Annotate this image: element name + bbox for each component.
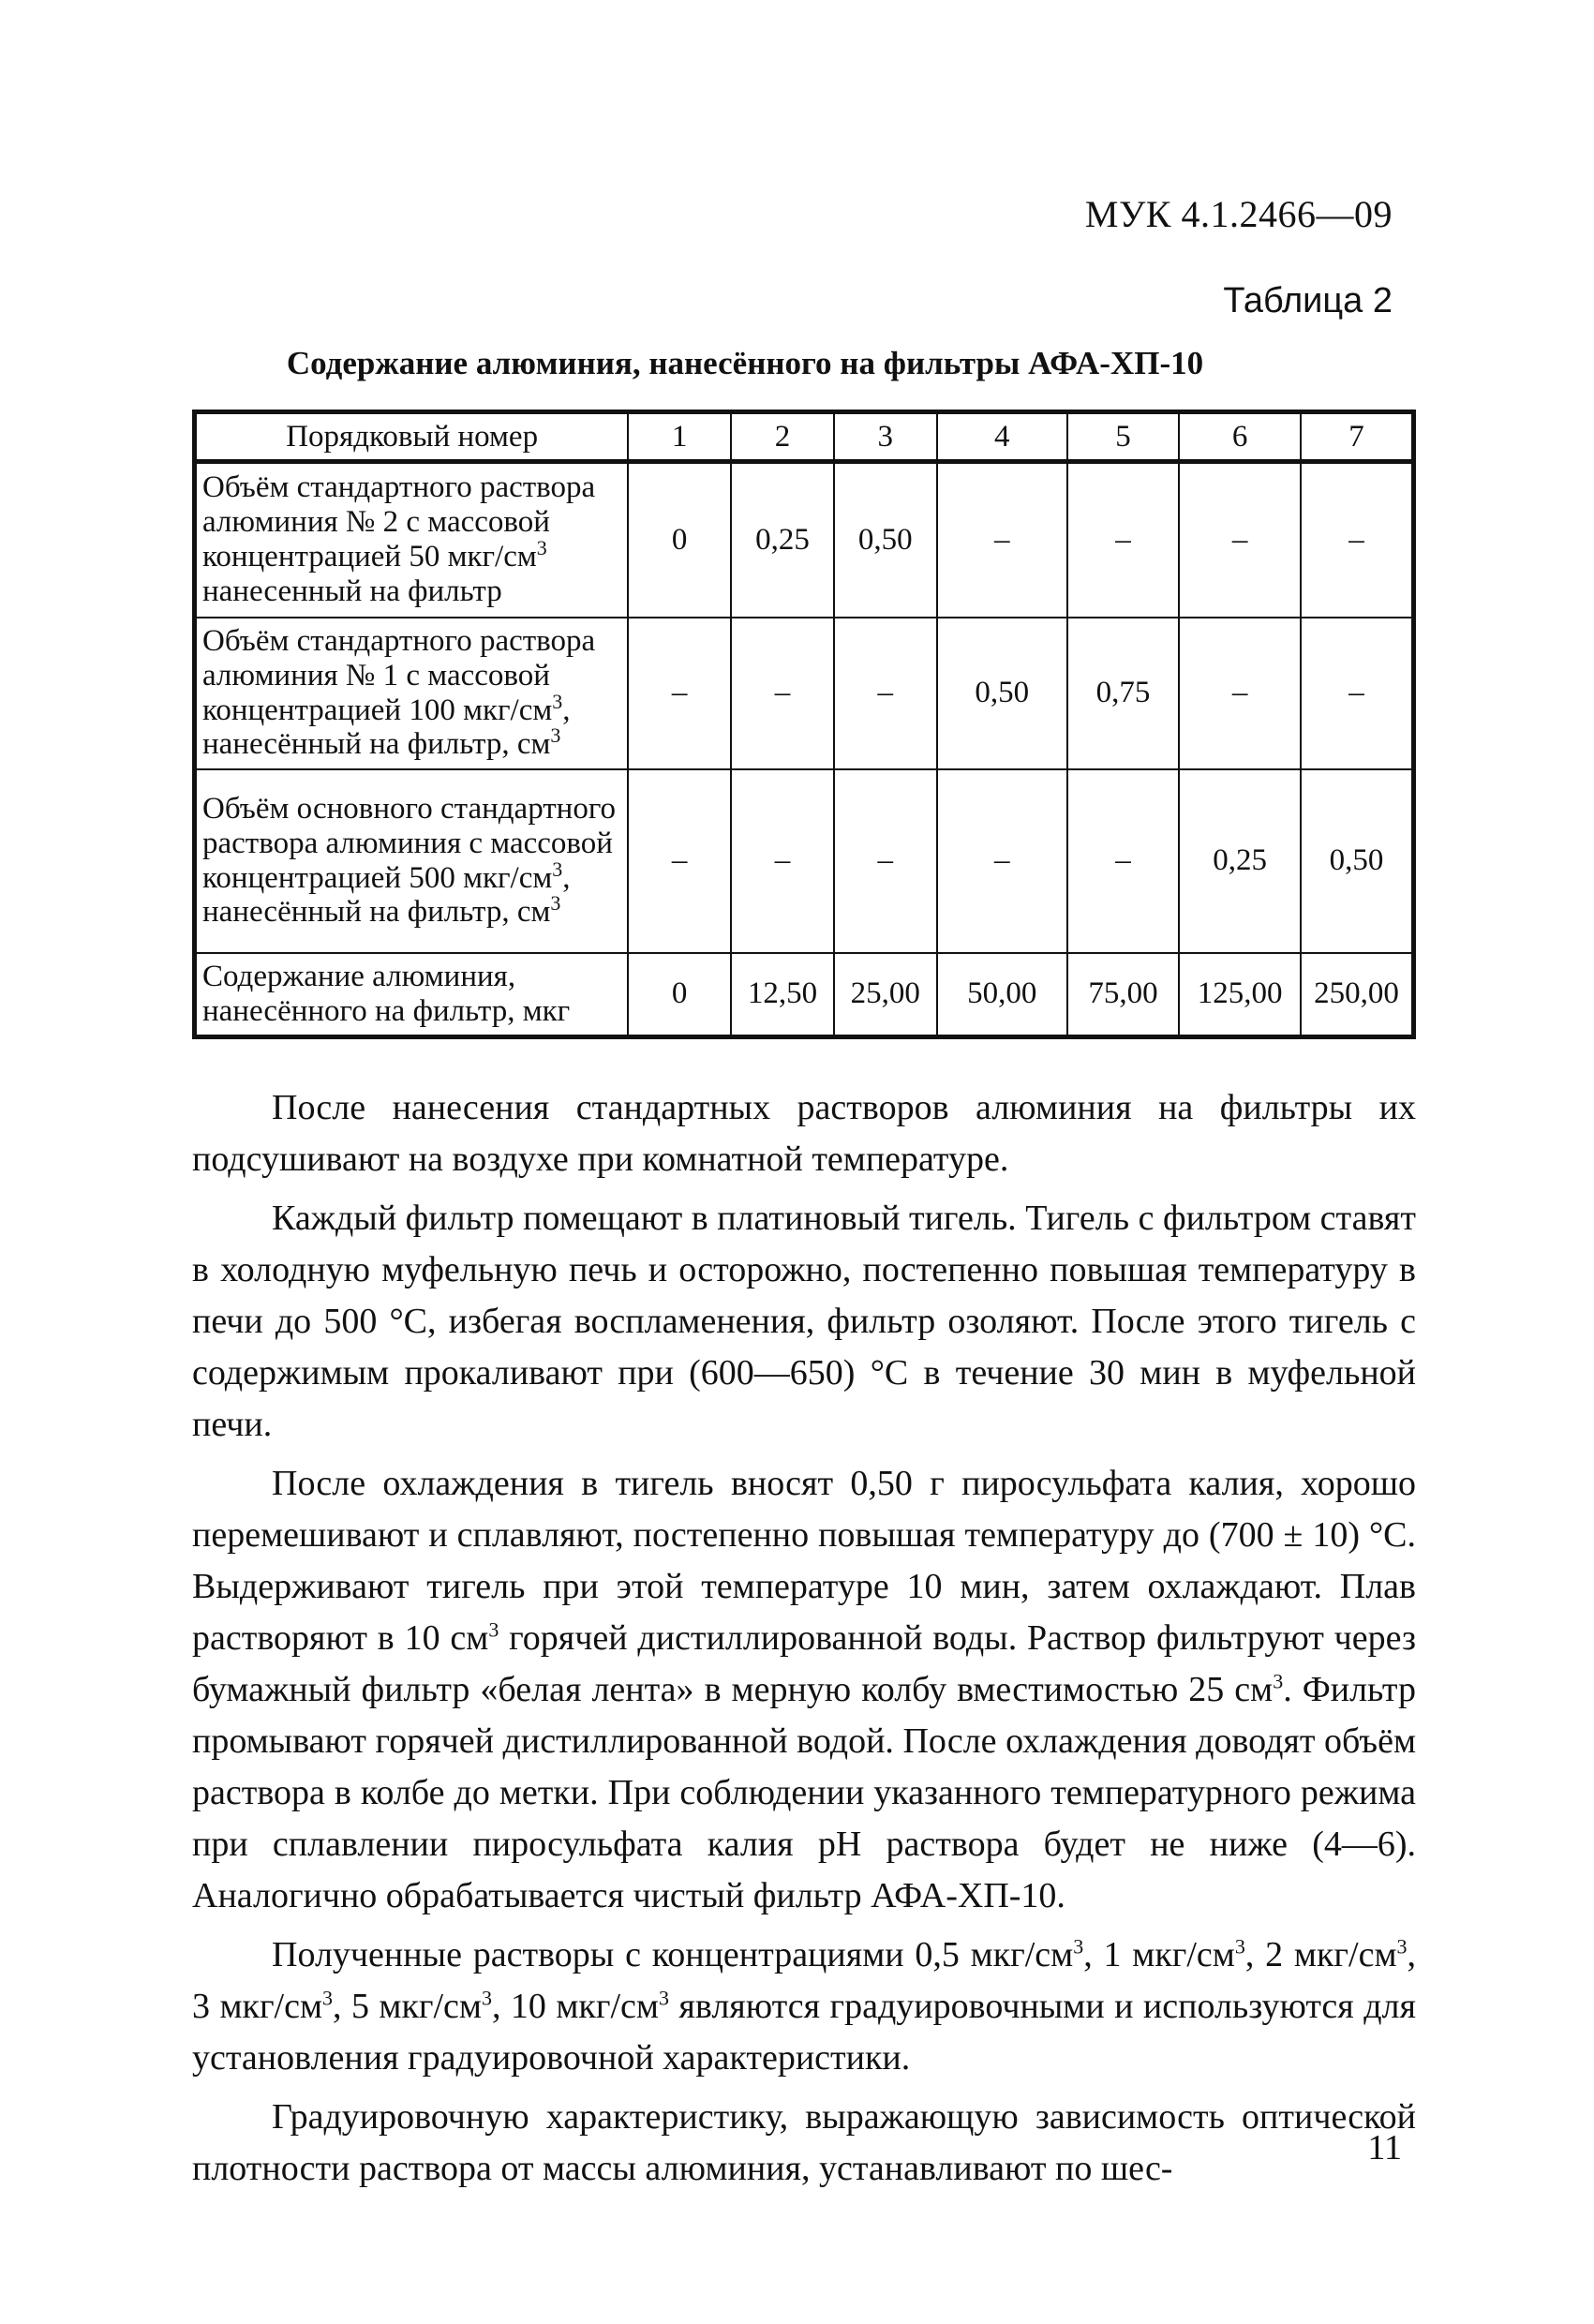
table-cell: – — [937, 462, 1067, 618]
body-text — [192, 1082, 1416, 2202]
table-cell: – — [628, 769, 731, 953]
table-cell: 0 — [628, 953, 731, 1037]
table-cell: 0,25 — [731, 462, 834, 618]
table-cell: – — [1067, 769, 1179, 953]
table-row — [195, 953, 1414, 1037]
row-label: Содержание алюминия, нанесённого на фильтр, мкг — [195, 953, 629, 1037]
header-cell: 5 — [1067, 412, 1179, 462]
paragraph: После охлаждения в тигель вносят 0,50 г пиросульфата калия, хорошо перемешивают и сплавляют, постепенно повышая температуру до (700 ± 10) °С. Выдерживают тигель при этой температуре 10 мин, затем охлаждают. Плав растворяют в 10 $см^3$ горячей дистиллированной воды. Раствор фильтруют через бумажный фильтр «белая лента» в мерную колбу вместимостью 25 $см^3$. Фильтр промывают горячей дистиллированной водой. После охлаждения доводят объём раствора в колбе до метки. При соблюдении указанного температурного режима при сплавлении пиросульфата калия рН раствора будет не ниже (4—6). Аналогично обрабатывается чистый фильтр АФА-ХП-10. — [192, 1464, 1416, 1915]
document-code: МУК 4.1.2466—09 — [1084, 193, 1393, 235]
paragraph: Полученные растворы с концентрациями 0,5 мкг/$см^3$, 1 мкг/$см^3$, 2 мкг/$см^3$, 3 мкг/$см^3$, 5 мкг/$см^3$, 10 мкг/$см^3$ являются градуировочными и используются для установления градуировочной характеристики. — [192, 1934, 1416, 2078]
table-cell: – — [1301, 462, 1413, 618]
table-cell: – — [1179, 618, 1301, 769]
table-cell: 125,00 — [1179, 953, 1301, 1037]
table-cell: 0,50 — [834, 462, 937, 618]
row-label: Объём стандартного раствора алюминия № 1 с массовой концентрацией 100 мкг/$см^3$, нанесённый на фильтр, $см^3$ — [195, 618, 629, 769]
row-label: Объём стандартного раствора алюминия № 2 с массовой концентрацией 50 мкг/$см^3$ нанесенный на фильтр — [195, 462, 629, 618]
table-cell: 50,00 — [937, 953, 1067, 1037]
header-cell: 2 — [731, 412, 834, 462]
paragraph: Градуировочную характеристику, выражающую зависимость оптической плотности раствора от массы алюминия, устанавливают по шес- — [192, 2097, 1416, 2188]
table-cell: – — [834, 769, 937, 953]
paragraph: Каждый фильтр помещают в платиновый тигель. Тигель с фильтром ставят в холодную муфельную печь и осторожно, постепенно повышая температуру в печи до 500 °С, избегая воспламенения, фильтр озоляют. После этого тигель с содержимым прокаливают при (600—650) °С в течение 30 мин в муфельной печи. — [192, 1199, 1416, 1444]
table-cell: – — [628, 618, 731, 769]
table-row — [195, 769, 1414, 953]
table-cell: 0,25 — [1179, 769, 1301, 953]
table-cell: – — [1301, 618, 1413, 769]
header-cell: 4 — [937, 412, 1067, 462]
table-cell: 25,00 — [834, 953, 937, 1037]
table-row — [195, 618, 1414, 769]
table-cell: 0 — [628, 462, 731, 618]
header-cell: 3 — [834, 412, 937, 462]
table-cell: – — [1067, 462, 1179, 618]
header-cell: 1 — [628, 412, 731, 462]
table-cell: – — [731, 618, 834, 769]
table-cell: 250,00 — [1301, 953, 1413, 1037]
table-header-row — [195, 412, 1414, 462]
table-cell: 0,75 — [1067, 618, 1179, 769]
table-cell: 75,00 — [1067, 953, 1179, 1037]
header-cell: Порядковый номер — [195, 412, 629, 462]
table-label: Таблица 2 — [1223, 281, 1393, 320]
aluminium-table — [192, 410, 1416, 1039]
table-cell: 0,50 — [937, 618, 1067, 769]
table-cell: – — [731, 769, 834, 953]
table-cell: – — [1179, 462, 1301, 618]
table-row — [195, 462, 1414, 618]
row-label: Объём основного стандартного раствора алюминия с массовой концентрацией 500 мкг/$см^3$, нанесённый на фильтр, $см^3$ — [195, 769, 629, 953]
table-cell: 12,50 — [731, 953, 834, 1037]
table-cell: 0,50 — [1301, 769, 1413, 953]
header-cell: 7 — [1301, 412, 1413, 462]
table-title: Содержание алюминия, нанесённого на фильтры АФА-ХП-10 — [286, 345, 1204, 381]
paragraph: После нанесения стандартных растворов алюминия на фильтры их подсушивают на воздухе при комнатной температуре. — [192, 1088, 1416, 1179]
table-cell: – — [834, 618, 937, 769]
table-cell: – — [937, 769, 1067, 953]
header-cell: 6 — [1179, 412, 1301, 462]
page-number: 11 — [1367, 2128, 1402, 2168]
